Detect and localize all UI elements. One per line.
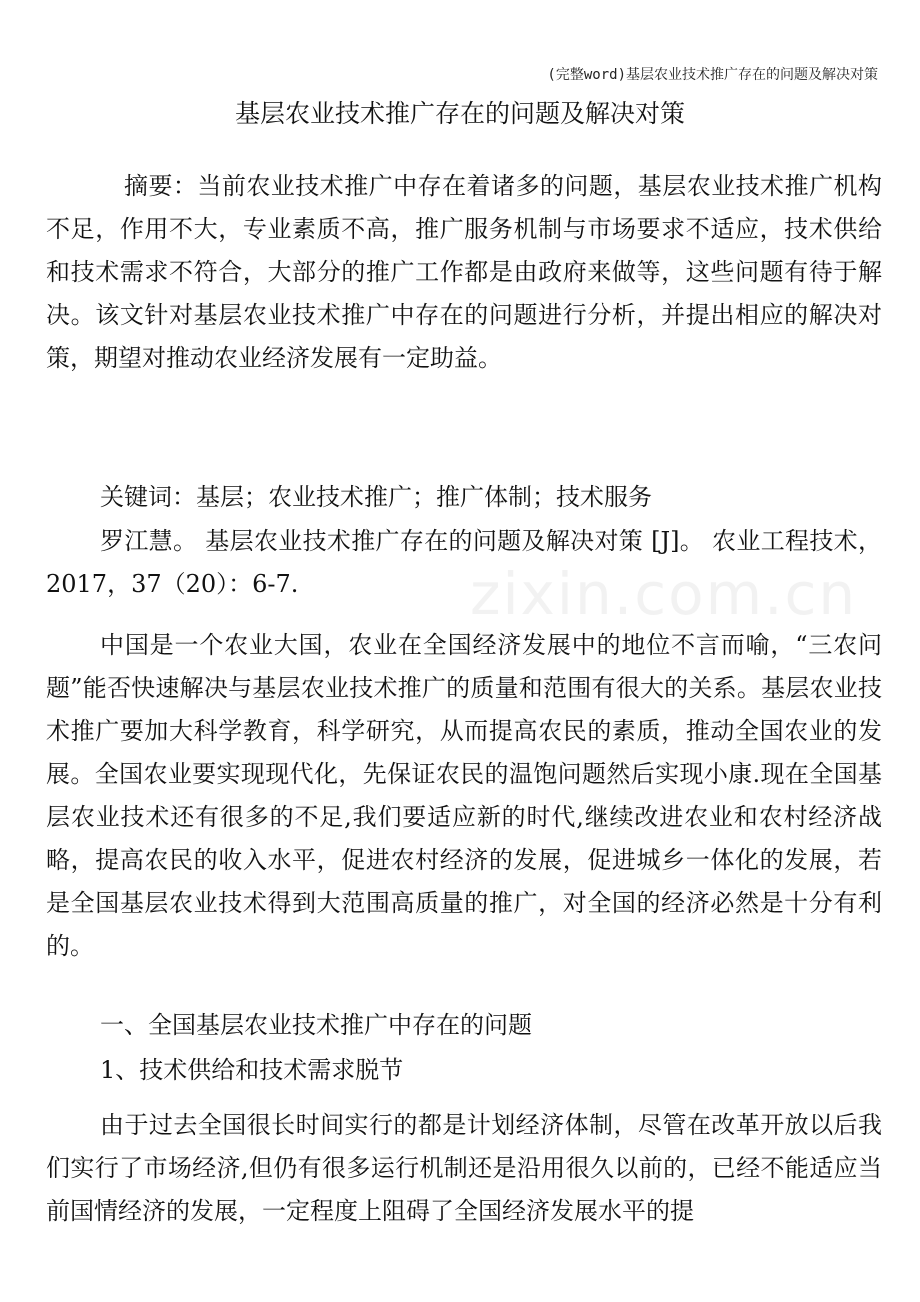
watermark: zixin.com.cn — [470, 560, 858, 628]
keywords-line: 关键词：基层；农业技术推广；推广体制；技术服务 — [100, 483, 652, 511]
abstract-paragraph — [46, 165, 882, 380]
section-heading: 一、全国基层农业技术推广中存在的问题 — [100, 1011, 532, 1039]
document-title: 基层农业技术推广存在的问题及解决对策 — [234, 99, 685, 128]
subsection-heading: 1、技术供给和技术需求脱节 — [100, 1056, 404, 1084]
running-header: (完整word)基层农业技术推广存在的问题及解决对策 — [547, 67, 878, 83]
subsection-paragraph: 由于过去全国很长时间实行的都是计划经济体制，尽管在改革开放以后我们实行了市场经济,但仍有很多运行机制还是沿用很久以前的，已经不能适应当前国情经济的发展，一定程度上阻碍了全国经济发展水平的提 — [46, 1111, 882, 1225]
citation-paragraph: 罗江慧。 基层农业技术推广存在的问题及解决对策 [J]。 农业工程技术，2017，37（20）：6-7. — [46, 527, 882, 598]
intro-paragraph: 中国是一个农业大国，农业在全国经济发展中的地位不言而喻，“三农问题”能否快速解决与基层农业技术推广的质量和范围有很大的关系。基层农业技术推广要加大科学教育，科学研究，从而提高农民的素质，推动全国农业的发展。全国农业要实现现代化，先保证农民的温饱问题然后实现小康.现在全国基层农业技术还有很多的不足,我们要适应新的时代,继续改进农业和农村经济战略，提高农民的收入水平，促进农村经济的发展，促进城乡一体化的发展，若是全国基层农业技术得到大范围高质量的推广，对全国的经济必然是十分有利的。 — [46, 631, 882, 960]
abstract-text: 摘要：当前农业技术推广中存在着诸多的问题，基层农业技术推广机构不足，作用不大，专业素质不高，推广服务机制与市场要求不适应，技术供给和技术需求不符合，大部分的推广工作都是由政府来做等，这些问题有待于解决。该文针对基层农业技术推广中存在的问题进行分析，并提出相应的解决对策，期望对推动农业经济发展有一定助益。 — [46, 172, 882, 372]
